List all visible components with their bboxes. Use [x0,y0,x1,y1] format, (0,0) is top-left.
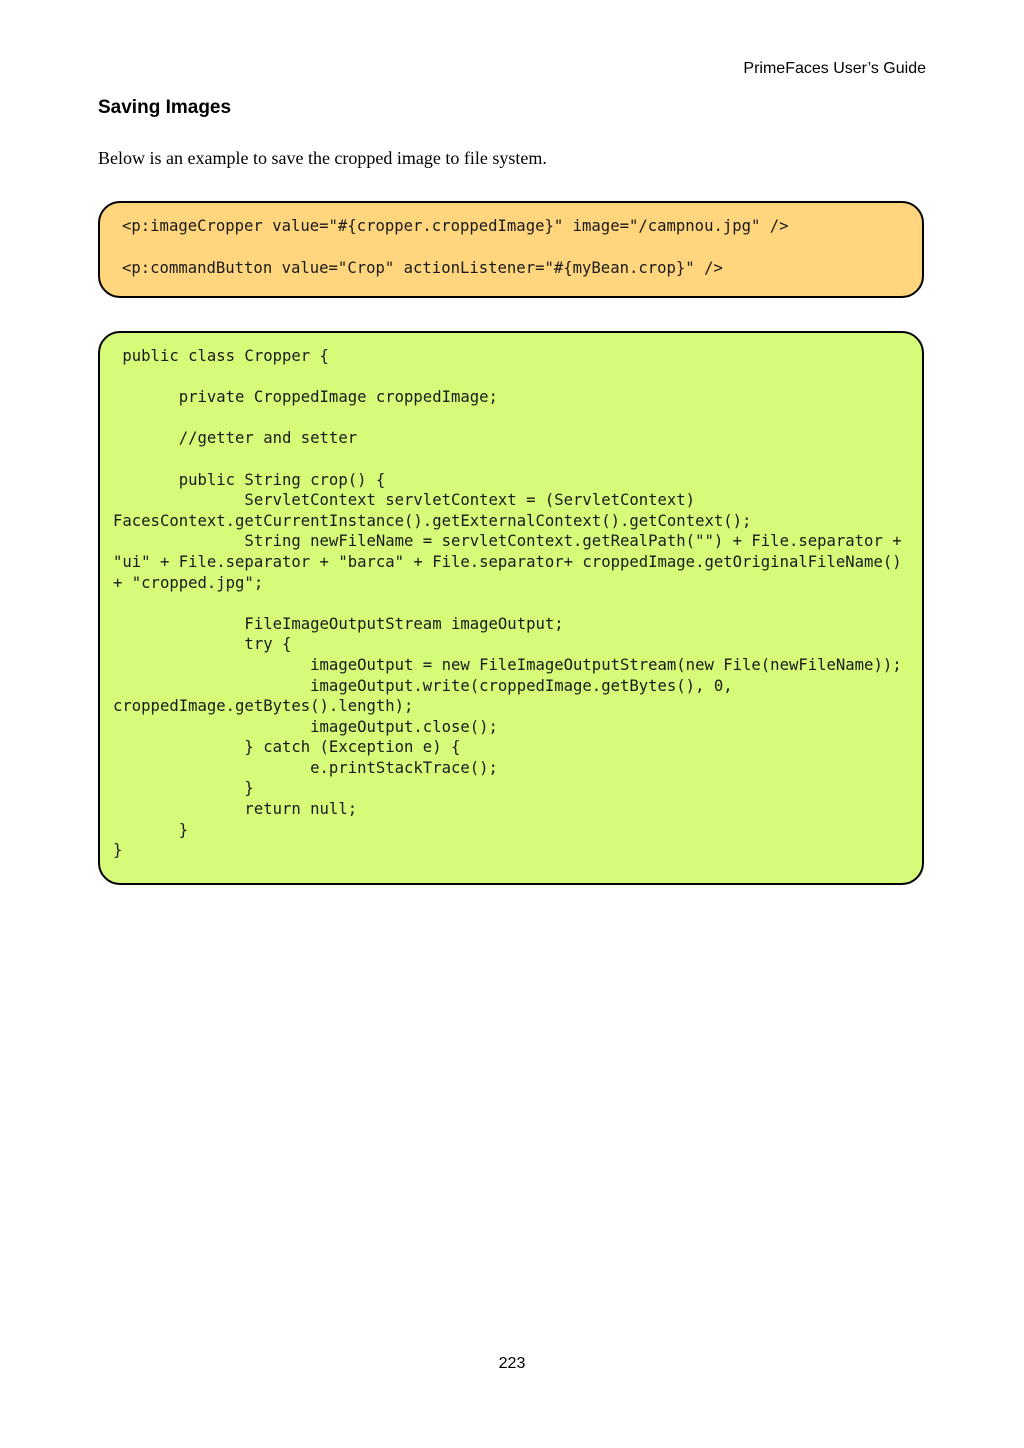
java-code: public class Cropper { private CroppedImage croppedImage; //getter and setter public String crop() { ServletContext servletContext = (ServletContext) FacesContext.getCurrentInstance().getExternalContext().getContext(); String newFileName = servletContext.getRealPath("") + File.separator + "ui" + File.separator + "barca" + File.separator+ croppedImage.getOriginalFileName() + "cropped.jpg"; FileImageOutputStream imageOutput; try { imageOutput = new FileImageOutputStream(new File(newFileName)); imageOutput.write(croppedImage.getBytes(), 0, croppedImage.getBytes().length); imageOutput.close(); } catch (Exception e) { e.printStackTrace(); } return null; } } [113,347,902,860]
section-title: Saving Images [98,97,232,118]
intro-paragraph: Below is an example to save the cropped image to file system. [98,148,547,168]
markup-code: <p:imageCropper value="#{cropper.croppedImage}" image="/campnou.jpg" /> <p:commandButton value="Crop" actionListener="#{myBean.crop}" /> [122,217,789,277]
page-number: 223 [498,1355,526,1372]
guide-title: PrimeFaces User’s Guide [743,60,926,77]
